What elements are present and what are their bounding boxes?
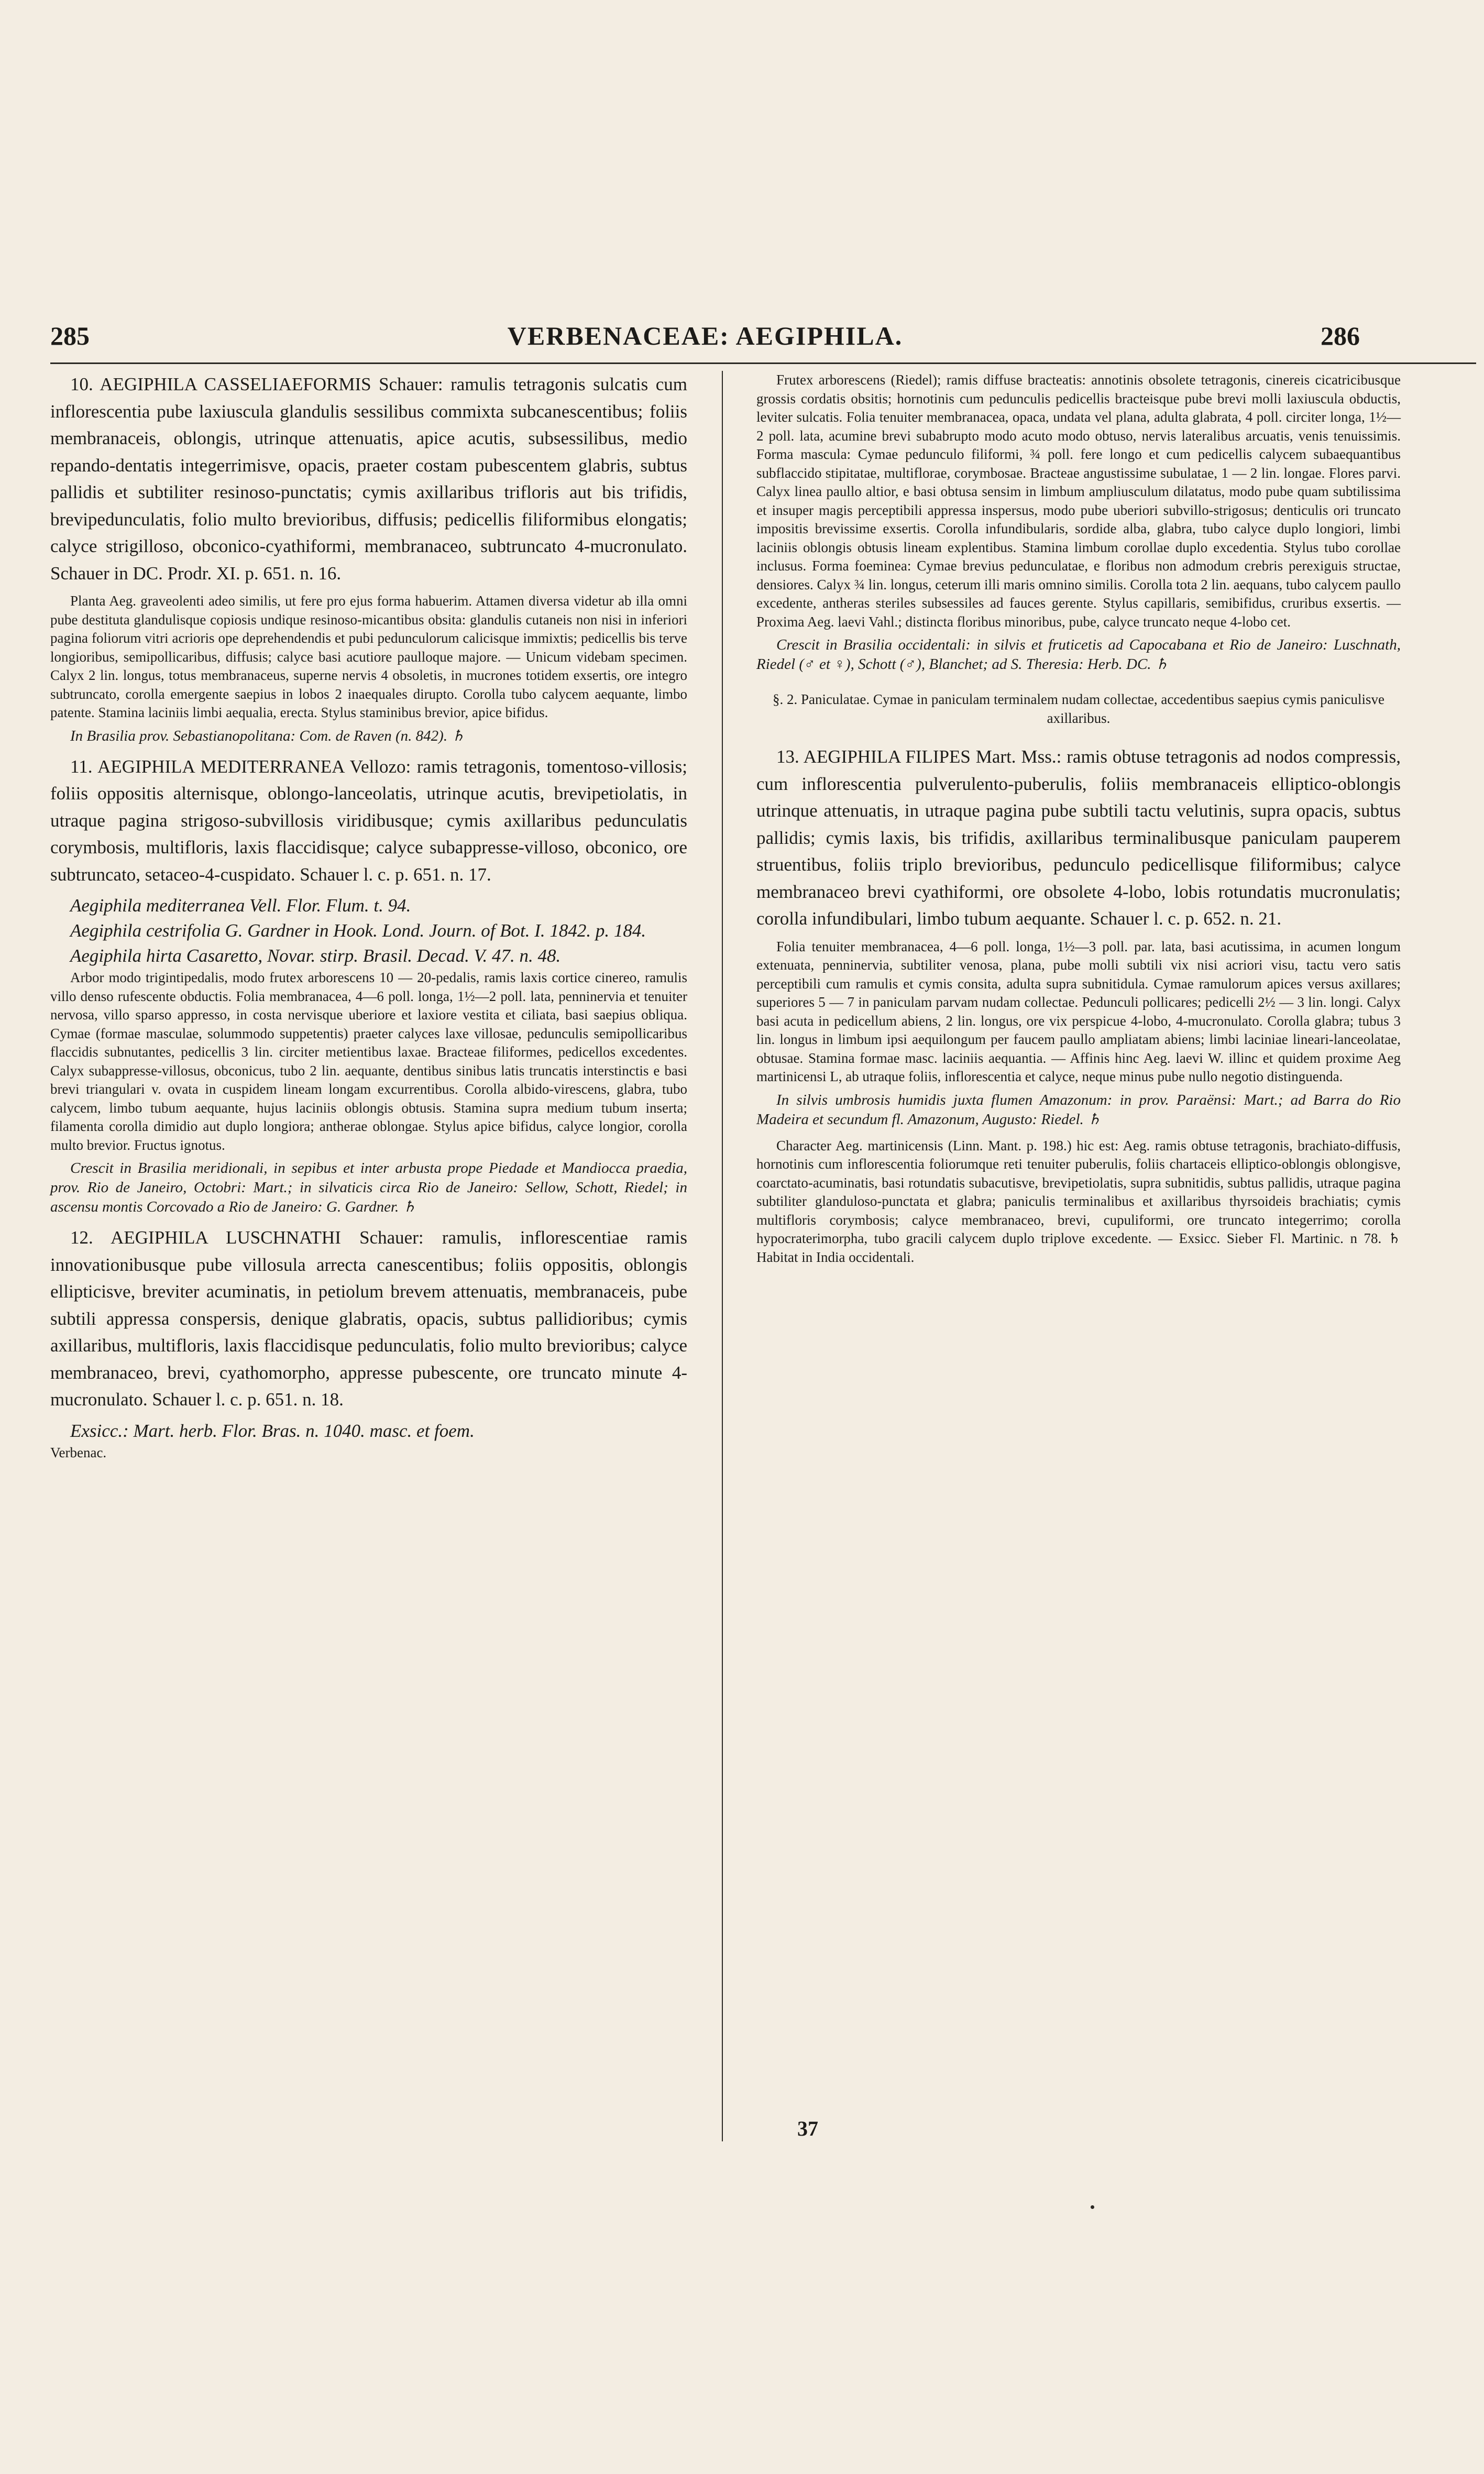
synonym-paragraph: Aegiphila mediterranea Vell. Flor. Flum. t. 94. [70,895,411,916]
small-paragraph: Planta Aeg. graveolenti adeo similis, ut fere pro ejus forma habuerim. Attamen diversa videtur ab illa omni pube destituta glandulisque copiosis undique resinoso-micantibus obsita: glandulis cutaneis non nisi in inferiori pagina foliorum vitri acrioris ope deprehendendis et pubi pedunculorum calicisque immixtis; pedicellis bis terve longioribus, semipollicaribus, diffusis; calyce basi acutiore paulloque majore. — Unicum videbam specimen. Calyx 2 lin. longus, totus membranaceus, superne nervis 4 obsoletis, in mucrones totidem exsertis, ore integro subtruncato, corolla emergente saepius in lobos 2 inaequales dirupto. Corolla tubo calycem aequante, limbo patente. Stamina laciniis limbi aequalia, erecta. Stylus staminibus brevior, apice bifidus. [50,593,687,720]
running-title: VERBENACEAE: AEGIPHILA. [507,321,903,350]
lead-paragraph: 12. AEGIPHILA LUSCHNATHI Schauer: ramulis, inflorescentiae ramis innovationibusque pube villosula arrecta canescentibus; foliis oppositis, oblongis ellipticisve, breviter acuminatis, in petiolum brevem attenuatis, membranaceis, pube subtili appressa conspersis, denique glabratis, opacis, subtus pallidioribus; cymis axillaribus, multifloris, laxis flaccidisque pedunculatis, folio multo brevioribus; calyce membranaceo, brevi, cyathomorpho, appresse pubescente, ore truncato minute 4-mucronulato. Schauer l. c. p. 651. n. 18. [50,1227,687,1410]
synonym-paragraph: Aegiphila hirta Casaretto, Novar. stirp. Brasil. Decad. V. 47. n. 48. [70,945,561,966]
signature-folio: 37 [797,2117,818,2140]
small-paragraph: Arbor modo trigintipedalis, modo frutex arborescens 10 — 20-pedalis, ramis laxis cortice cinereo, ramulis villo denso rufescente obductis. Folia membranacea, 4—6 poll. longa, 1½—2 poll. lata, penninervia et tenuiter nervosa, villo sparso appresso, in costa nervisque uberiore et laxiore vestita et ciliata, basi saepius obliqua. Cymae (formae masculae, solummodo suppetentis) praeter calyces laxe villosae, pedunculis semipollicaribus flaccidis subnutantes, pedicellis 3 lin. circiter metientibus laxae. Bracteae filiformes, pedicellos excedentes. Calyx subappresse-villosus, obconicus, tubo 2 lin. aequante, dentibus sinibus latis truncatis interstinctis e basi brevi triangulari v. ovata in cuspidem lineam longam excurrentibus. Corolla albido-virescens, glabra, tubo calycem, limbo tubum aequante, hujus laciniis oblongis obtusis. Stamina supra medium tubum inserta; filamenta corolla dimidio aut duplo longiora; antherae oblongae. Stylus apice bifidus, calyce longior, corolla multo brevior. Fructus ignotus. [50,970,687,1153]
lead-paragraph: 13. AEGIPHILA FILIPES Mart. Mss.: ramis obtuse tetragonis ad nodos compressis, cum inflorescentia pulverulento-puberulis, foliis membranaceis elliptico-oblongis utrinque attenuatis, in utraque pagina pube subtili tactu velutinis, supra opacis, subtus pallidis; cymis laxis, bis trifidis, axillaribus terminalibusque paniculam pauperem struentibus, foliis triplo brevioribus, pedunculo pedicellisque filiformibus; calyce membranaceo brevi cyathiformi, ore obsolete 4-lobo, lobis rotundatis mucronulatis; corolla infundibulari, limbo tubum aequante. Schauer l. c. p. 652. n. 21. [756,746,1401,929]
running-header [50,321,1360,362]
page-number-left: 285 [50,321,90,350]
small-paragraph: Folia tenuiter membranacea, 4—6 poll. longa, 1½—3 poll. par. lata, basi acutissima, in acumen longum extenuata, penninervia, subtiliter venosa, plana, pube molli subtili vix nisi acriori visu, tactu vero satis perceptibili cum ramulis et cymis consita, adulta supra subnitidula. Cymae ramulorum apices versus axillares; superiores 5 — 7 in paniculam parvam nudam collectae. Pedunculi pollicares; pedicelli 2½ — 3 lin. longi. Calyx basi acuta in pedicellum abiens, 2 lin. longus, ore vix perspicue 4-lobo, 4-mucronulato. Corolla glabra; tubus 3 lin. longus in limbum ipsi aequilongum per faucem paullo ampliatam abiens; limbi laciniae lineari-lanceolatae, obtusae. Stamina formae masc. laciniis aequantia. — Affinis hinc Aeg. laevi W. illinc et quidem proxime Aeg martinicensi L, ab utraque foliis, inflorescentia et calyce, neque minus pube nullo negotio distinguenda. [756,938,1401,1084]
locality-paragraph: Crescit in Brasilia occidentali: in silvis et fruticetis ad Capocabana et Rio de Janeiro: Luschnath, Riedel (♂ et ♀), Schott (♂), Blanchet; ad S. Theresia: Herb. DC. ♄ [756,636,1401,673]
lead-paragraph: 10. AEGIPHILA CASSELIAEFORMIS Schauer: ramulis tetragonis sulcatis cum inflorescentia pube laxiuscula glandulis sessilibus commixta subcanescentibus; foliis membranaceis, oblongis, utrinque attenuatis, apice acutis, subsessilibus, medio repando-dentatis integerrimisve, opacis, praeter costam pubescentem glabris, subtus pallidis et subtiliter resinoso-punctatis; cymis axillaribus trifloris aut bis trifidis, brevipedunculatis, folio multo brevioribus, diffusis; pedicellis filiformibus elongatis; calyce strigilloso, obconico-cyathiformi, membranaceo, subtruncato 4-mucronulato. Schauer in DC. Prodr. XI. p. 651. n. 16. [50,374,687,584]
left-column [50,371,687,1461]
lead-paragraph: 11. AEGIPHILA MEDITERRANEA Vellozo: ramis tetragonis, tomentoso-villosis; foliis oppositis alternisque, oblongo-lanceolatis, utrinque acutis, brevipetiolatis, in utraque pagina strigoso-subvillosis viridibusque; cymis axillaribus pedunculatis corymbosis, multifloris, laxis flaccidisque; calyce subappresse-villoso, obconico, ore subtruncato, setaceo-4-cuspidato. Schauer l. c. p. 651. n. 17. [50,756,687,885]
locality-paragraph: Crescit in Brasilia meridionali, in sepibus et inter arbusta prope Piedade et Mandiocca praedia, prov. Rio de Janeiro, Octobri: Mart.; in silvaticis circa Rio de Janeiro: Sellow, Schott, Riedel; in ascensu montis Corcovado a Rio de Janeiro: G. Gardner. ♄ [50,1160,687,1215]
locality-paragraph: In silvis umbrosis humidis juxta flumen Amazonum: in prov. Paraënsi: Mart.; ad Barra do Rio Madeira et secundum fl. Amazonum, Augusto: Riedel. ♄ [756,1091,1401,1128]
synonym-paragraph: Exsicc.: Mart. herb. Flor. Bras. n. 1040. masc. et foem. [70,1420,475,1441]
page-dot [1091,2205,1094,2209]
locality-paragraph: In Brasilia prov. Sebastianopolitana: Com. de Raven (n. 842). ♄ [70,727,465,744]
page-number-right: 286 [1321,321,1360,350]
synonym-paragraph: Aegiphila cestrifolia G. Gardner in Hook. Lond. Journ. of Bot. I. 1842. p. 184. [70,920,646,941]
header-rule [50,362,1476,364]
right-column [756,371,1401,1271]
small-paragraph: Character Aeg. martinicensis (Linn. Mant. p. 198.) hic est: Aeg. ramis obtuse tetragonis, brachiato-diffusis, hornotinis cum inflorescentia foliorumque reti tenuiter puberulis, foliis chartaceis elliptico-oblongis oblongisve, coarctato-acuminatis, basi rotundatis subacutisve, brevipetiolatis, supra subnitidis, subtus pallidis, utraque pagina subtiliter glanduloso-punctata et glabra; paniculis terminalibus et axillaribus thyrsoideis brachiatis; cymis multifloris corymbosis; calyce membranaceo, brevi, cupuliformi, ore truncato integerrimo; corolla hypocraterimorpha, tubo gracili calycem duplo triplove excedente. — Exsicc. Sieber Fl. Martinic. n 78. ♄ Habitat in India occidentali. [756,1137,1401,1265]
column-divider [722,371,723,2141]
section-paragraph: §. 2. Paniculatae. Cymae in paniculam terminalem nudam collectae, accedentibus saepius cymis paniculisve axillaribus. [772,691,1385,726]
note-paragraph: Verbenac. [50,1444,107,1460]
small-paragraph: Frutex arborescens (Riedel); ramis diffuse bracteatis: annotinis obsolete tetragonis, cinereis cicatricibusque grossis cordatis obsitis; hornotinis cum pedunculis pedicellis bracteisque pube brevi molli laxiuscula obductis, leviter sulcatis. Folia tenuiter membranacea, opaca, undata vel plana, adulta glabrata, 4 poll. circiter longa, 1½—2 poll. lata, acumine brevi subabrupto modo acuto modo obtuso, nervis lateralibus arcuatis, venis tenuissimis. Forma mascula: Cymae pedunculo filiformi, ¾ poll. fere longo et cum pedicellis calycem subaequantibus subflaccido stipitatae, multiflorae, corymbosae. Bracteae angustissime subulatae, 1 — 2 lin. longae. Flores parvi. Calyx linea paullo altior, e basi obtusa sensim in limbum ampliusculum dilatatus, modo pube quam subtilissima et insuper magis perceptibili appressa inspersus, modo pube uberiori subvillo-strigosus; denticulis ori truncato impositis brevissime exsertis. Corolla infundibularis, sordide alba, glabra, tubo calyce duplo longiori, limbi laciniis oblongis obtusis lineam explentibus. Stamina limbum corollae duplo excedentia. Stylus tubo corollae inclusus. Forma foeminea: Cymae brevius pedunculatae, e floribus non admodum crebris perexiguis structae, densiores. Calyx ¾ lin. longus, ceterum illi maris omnino similis. Corolla tota 2 lin. aequans, tubo calycem paullo excedente, antheras steriles subsessiles ad fauces gerente. Stylus capillaris, semibifidus, cruribus exsertis. — Proxima Aeg. laevi Vahl.; distincta floribus minoribus, pube, calyce truncato neque 4-lobo cet. [756,372,1401,630]
